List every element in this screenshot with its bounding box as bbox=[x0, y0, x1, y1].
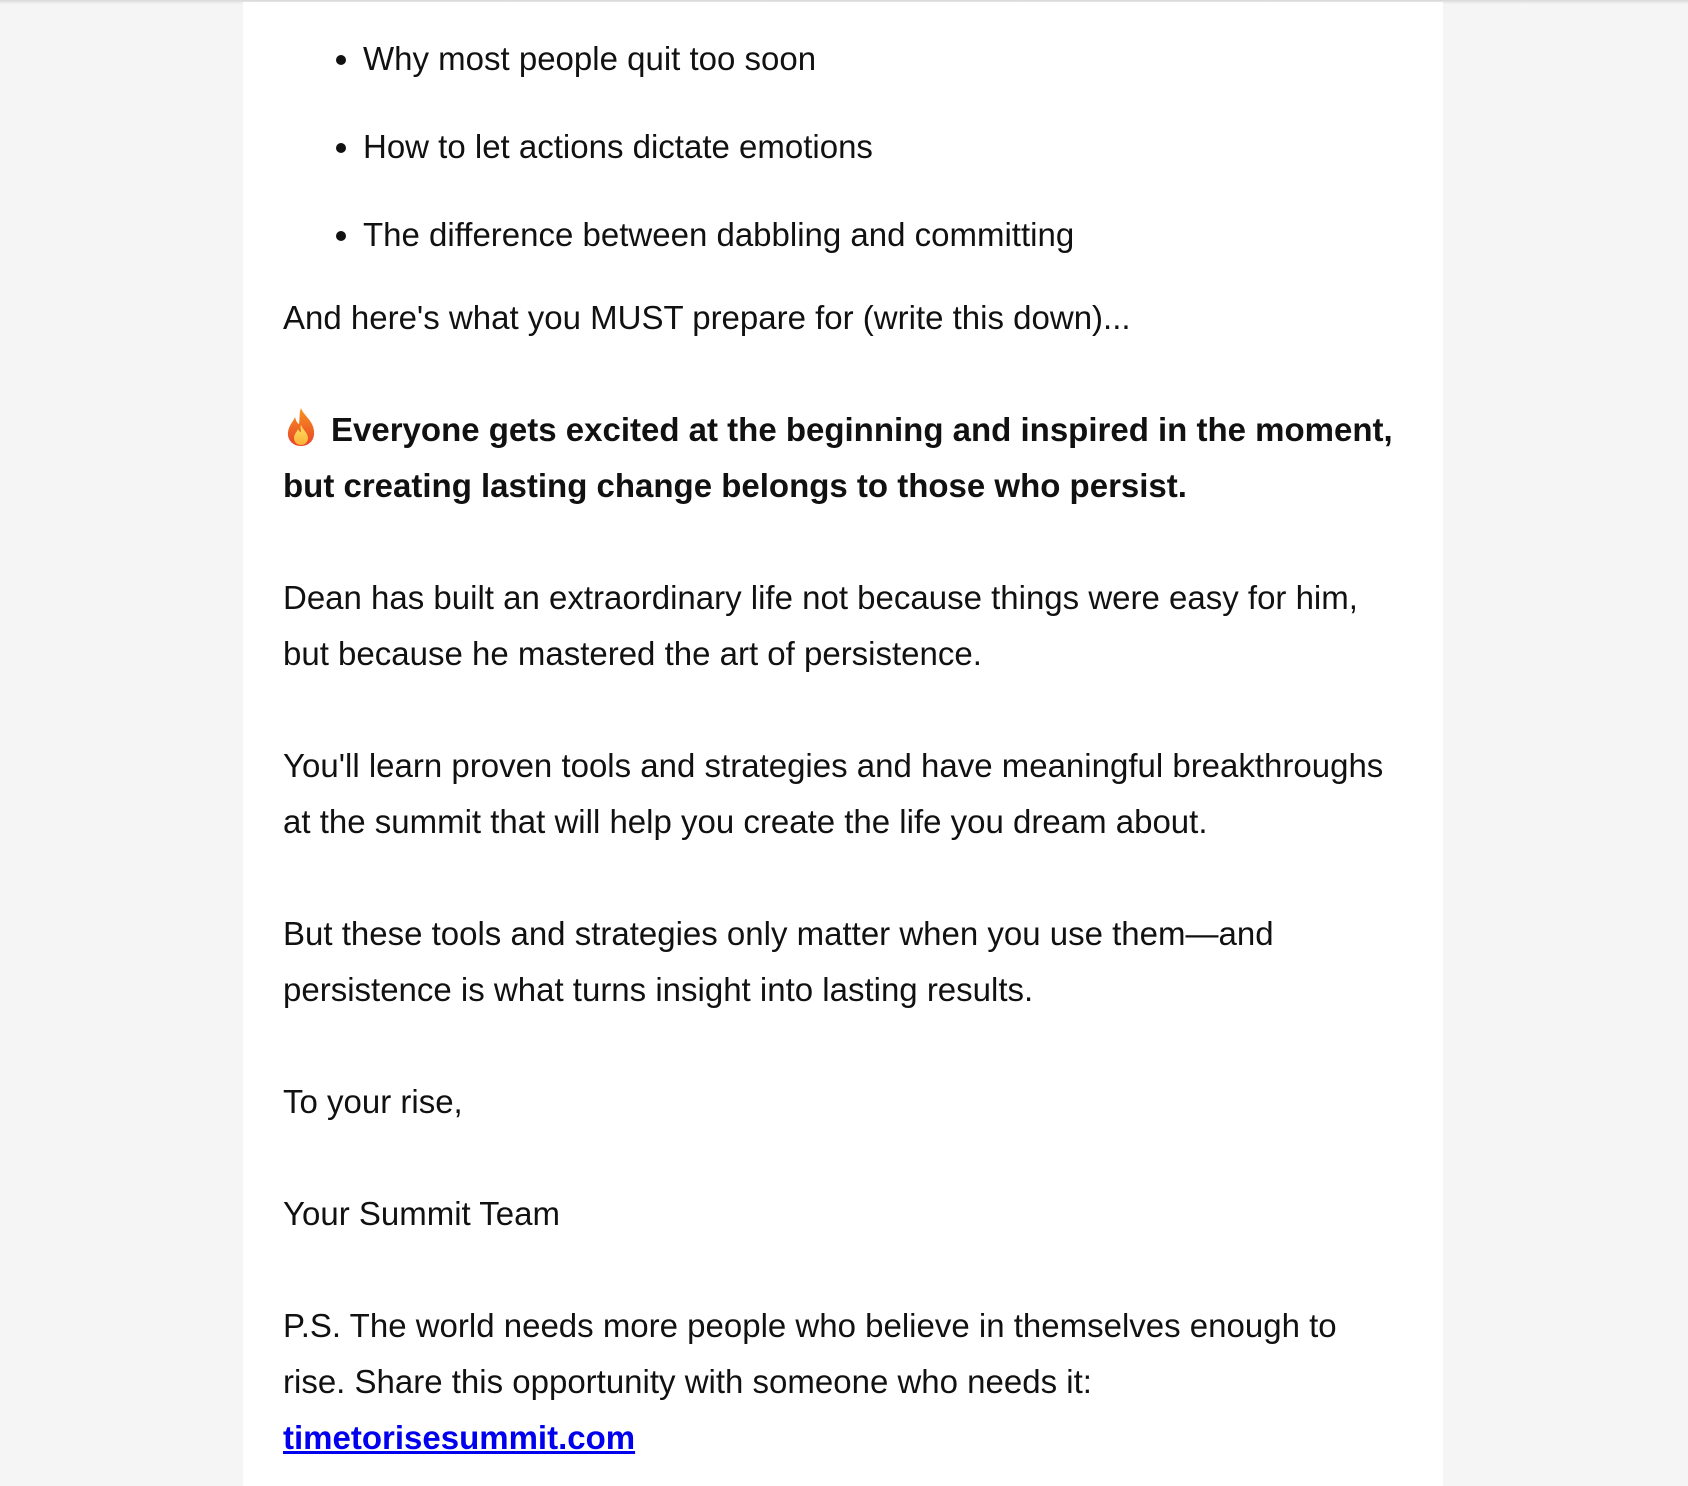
bullet-list bbox=[283, 39, 1403, 255]
summit-link[interactable]: timetorisesummit.com bbox=[283, 1419, 636, 1456]
signoff: To your rise, bbox=[283, 1083, 463, 1120]
postscript-text: P.S. The world needs more people who believe in themselves enough to rise. Share this opportunity with someone who needs it: bbox=[283, 1307, 1337, 1400]
body-paragraph: But these tools and strategies only matter when you use them—and persistence is what turns insight into lasting results. bbox=[283, 915, 1274, 1008]
highlight-text: Everyone gets excited at the beginning and inspired in the moment, but creating lasting change belongs to those who persist. bbox=[283, 411, 1393, 504]
signature: Your Summit Team bbox=[283, 1195, 560, 1232]
fire-icon bbox=[283, 407, 319, 447]
intro-paragraph: And here's what you MUST prepare for (write this down)... bbox=[283, 299, 1131, 336]
highlight-paragraph bbox=[283, 402, 1403, 514]
list-item: • Why most people quit too soon bbox=[363, 39, 1403, 79]
list-item: • How to let actions dictate emotions bbox=[363, 127, 1403, 167]
body-paragraph: You'll learn proven tools and strategies and have meaningful breakthroughs at the summit that will help you create the life you dream about. bbox=[283, 747, 1384, 840]
body-paragraph: Dean has built an extraordinary life not because things were easy for him, but because he mastered the art of persistence. bbox=[283, 579, 1358, 672]
postscript bbox=[283, 1298, 1403, 1466]
email-body bbox=[243, 2, 1443, 1486]
list-item: • The difference between dabbling and committing bbox=[363, 215, 1403, 255]
